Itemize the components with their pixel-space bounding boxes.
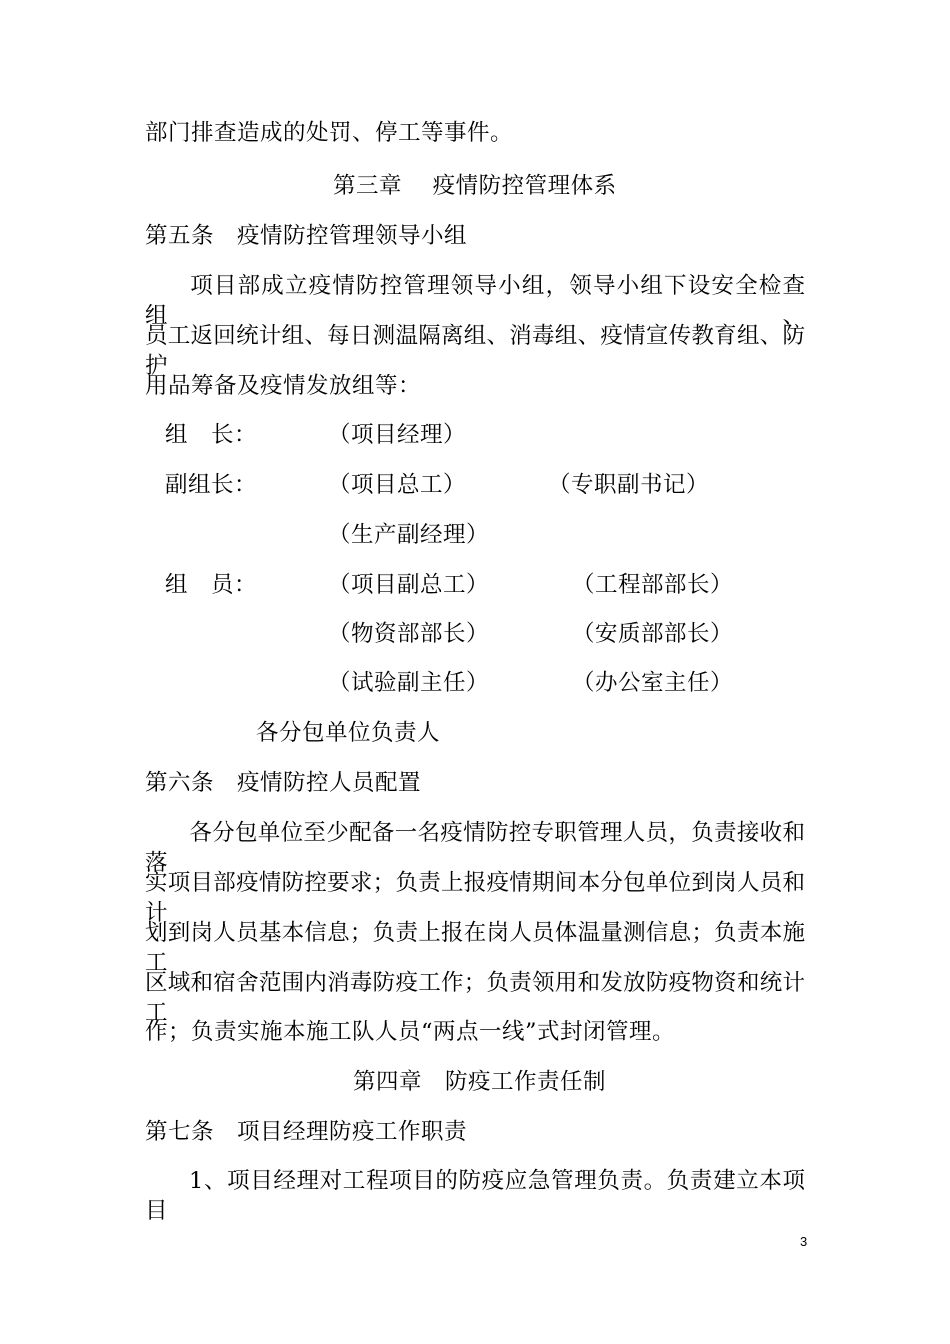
member-role: （试验副主任） xyxy=(328,670,490,696)
member-role: （安质部部长） xyxy=(572,621,734,647)
deputy-role: （专职副书记） xyxy=(548,472,710,498)
article-six-text-line: 各分包单位至少配备一名疫情防控专职管理人员，负责接收和落 xyxy=(145,820,805,876)
subcontractor-leads: 各分包单位负责人 xyxy=(256,720,441,746)
leader-label: 组 长： xyxy=(165,422,258,448)
page-number: 3 xyxy=(800,1234,808,1249)
article-seven-text-line: 1、项目经理对工程项目的防疫应急管理负责。负责建立本项目 xyxy=(145,1168,805,1224)
member-role: （物资部部长） xyxy=(328,621,490,647)
chapter-three-heading: 第三章 疫情防控管理体系 xyxy=(333,173,617,199)
article-six-text-line: 作；负责实施本施工队人员“两点一线”式封闭管理。 xyxy=(145,1019,676,1045)
deputy-leader-label: 副组长： xyxy=(165,472,258,498)
member-role: （办公室主任） xyxy=(572,670,734,696)
deputy-role: （生产副经理） xyxy=(328,522,490,548)
article-six-text-line: 划到岗人员基本信息；负责上报在岗人员体温量测信息；负责本施工 xyxy=(145,920,805,976)
article-five-text-line: 员工返回统计组、每日测温隔离组、消毒组、疫情宣传教育组、防护 xyxy=(145,323,805,379)
member-label: 组 员： xyxy=(165,572,258,598)
article-five-heading: 第五条 疫情防控管理领导小组 xyxy=(145,223,468,249)
leader-role: （项目经理） xyxy=(328,422,467,448)
member-role: （项目副总工） xyxy=(328,572,490,598)
article-six-text-line: 实项目部疫情防控要求；负责上报疫情期间本分包单位到岗人员和计 xyxy=(145,870,805,926)
paragraph-continuation: 部门排查造成的处罚、停工等事件。 xyxy=(145,120,514,146)
article-five-text-line: 用品筹备及疫情发放组等： xyxy=(145,373,422,399)
chapter-four-heading: 第四章 防疫工作责任制 xyxy=(353,1069,607,1095)
article-six-text-line: 区域和宿舍范围内消毒防疫工作；负责领用和发放防疫物资和统计工 xyxy=(145,970,805,1026)
article-seven-heading: 第七条 项目经理防疫工作职责 xyxy=(145,1119,468,1145)
article-six-heading: 第六条 疫情防控人员配置 xyxy=(145,770,422,796)
deputy-role: （项目总工） xyxy=(328,472,467,498)
article-five-text-line: 项目部成立疫情防控管理领导小组，领导小组下设安全检查组、 xyxy=(145,273,805,329)
member-role: （工程部部长） xyxy=(572,572,734,598)
